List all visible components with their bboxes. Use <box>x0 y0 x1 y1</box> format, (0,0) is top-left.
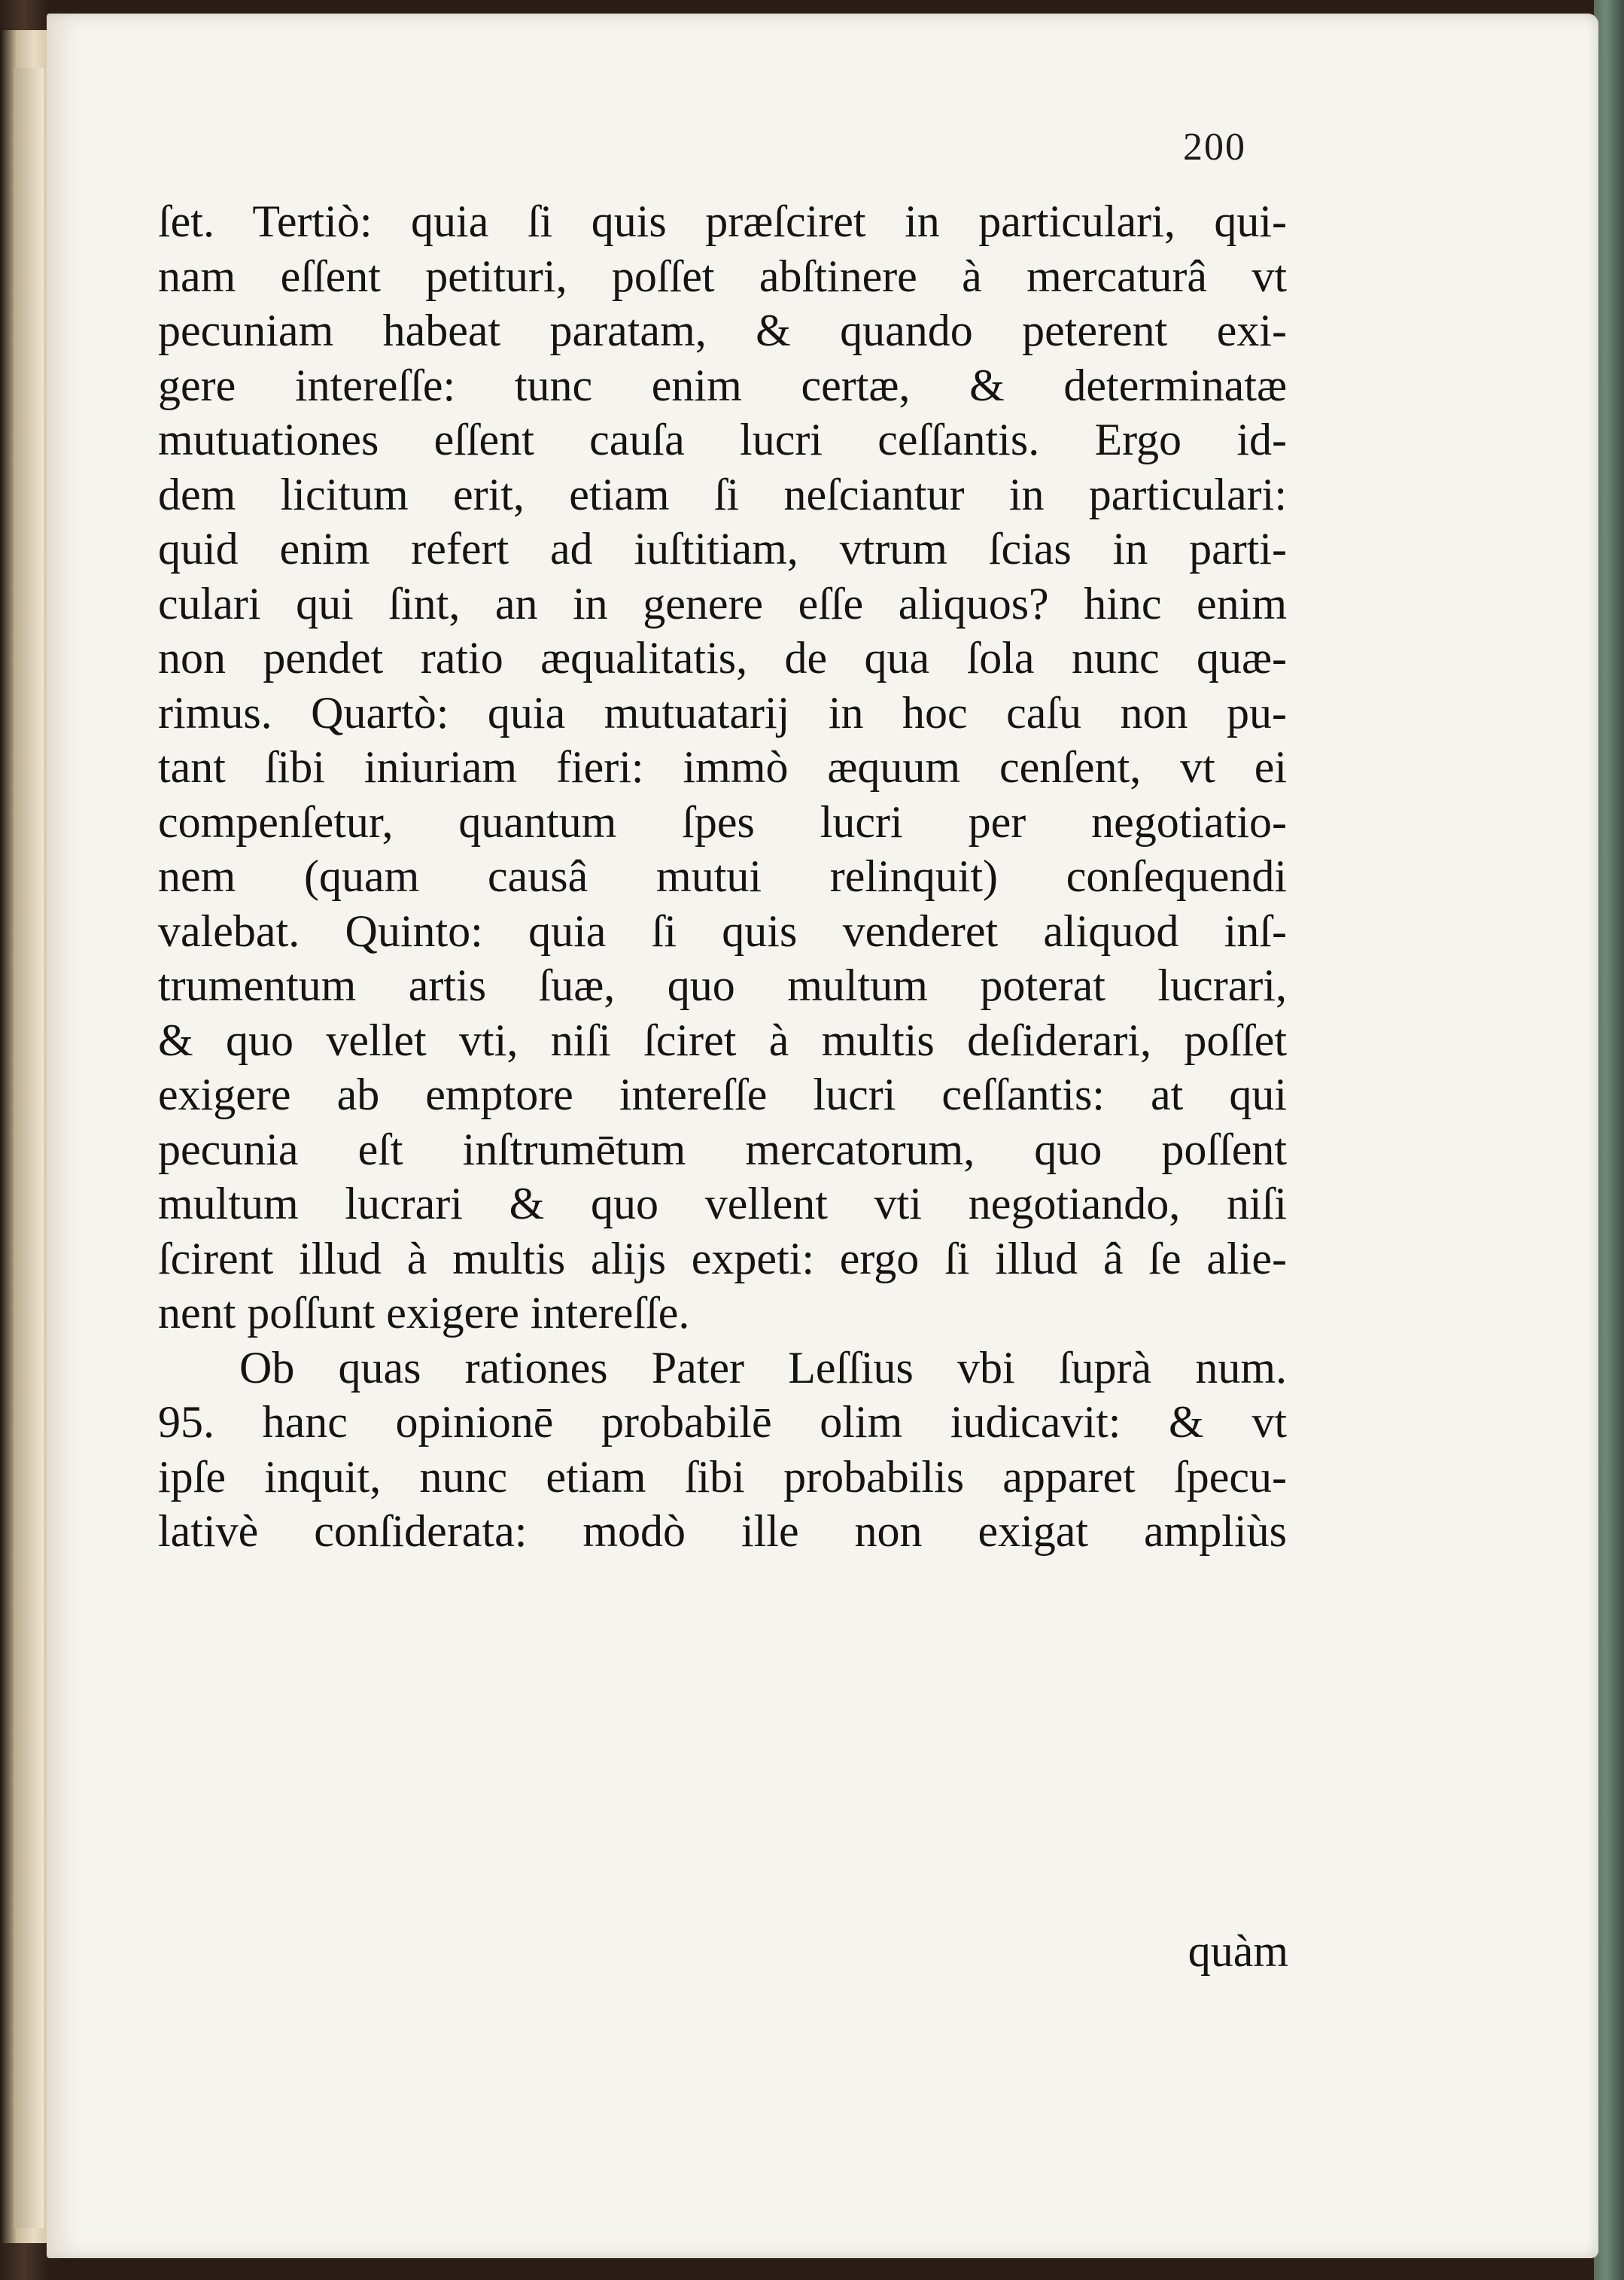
paragraph-first-line: Ob quas rationes Pater Leſſius vbi ſuprà num. <box>239 1342 1287 1393</box>
text-line: rimus. Quartò: quia mutuatarij in hoc caſu non pu- <box>158 687 1287 738</box>
text-line: ſet. Tertiò: quia ſi quis præſciret in particulari, qui- <box>158 196 1287 246</box>
text-line: pecunia eſt inſtrumētum mercatorum, quo poſſent <box>158 1124 1287 1174</box>
text-line: & quo vellet vti, niſi ſciret à multis deſiderari, poſſet <box>158 1015 1287 1065</box>
text-line: ſcirent illud à multis alijs expeti: ergo ſi illud â ſe alie- <box>158 1233 1287 1283</box>
text-line: exigere ab emptore intereſſe lucri ceſſantis: at qui <box>158 1070 1287 1119</box>
text-line: quid enim refert ad iuſtitiam, vtrum ſcias in parti- <box>158 524 1287 574</box>
text-line: gere intereſſe: tunc enim certæ, & determinatæ <box>158 360 1287 410</box>
catchword: quàm <box>1188 1926 1288 1976</box>
text-line: nent poſſunt exigere intereſſe. <box>158 1288 690 1338</box>
book-page <box>47 14 1598 2258</box>
text-line: valebat. Quinto: quia ſi quis venderet aliquod inſ- <box>158 906 1287 956</box>
text-line: mutuationes eſſent cauſa lucri ceſſantis. Ergo id- <box>158 415 1287 464</box>
left-page-edge <box>14 68 44 2228</box>
text-line: non pendet ratio æqualitatis, de qua ſola nunc quæ- <box>158 633 1287 683</box>
text-block <box>158 194 1287 1559</box>
fore-edge <box>1594 0 1624 2280</box>
text-line: nam eſſent petituri, poſſet abſtinere à mercaturâ vt <box>158 251 1287 301</box>
text-line: nem (quam causâ mutui relinquit) conſequendi <box>158 851 1287 901</box>
text-line: trumentum artis ſuæ, quo multum poterat lucrari, <box>158 960 1287 1010</box>
text-line: pecuniam habeat paratam, & quando peterent exi- <box>158 306 1287 355</box>
text-line: tant ſibi iniuriam fieri: immò æquum cenſent, vt ei <box>158 742 1287 792</box>
text-line: lativè conſiderata: modò ille non exigat ampliùs <box>158 1506 1287 1556</box>
text-line: dem licitum erit, etiam ſi neſciantur in particulari: <box>158 469 1287 519</box>
text-line: 95. hanc opinionē probabilē olim iudicavit: & vt <box>158 1397 1287 1447</box>
page-number: 200 <box>1183 126 1246 169</box>
text-line: ipſe inquit, nunc etiam ſibi probabilis apparet ſpecu- <box>158 1451 1287 1502</box>
text-line: multum lucrari & quo vellent vti negotiando, niſi <box>158 1179 1287 1228</box>
text-line: culari qui ſint, an in genere eſſe aliquos? hinc enim <box>158 578 1287 629</box>
text-line: compenſetur, quantum ſpes lucri per negotiatio- <box>158 796 1287 847</box>
